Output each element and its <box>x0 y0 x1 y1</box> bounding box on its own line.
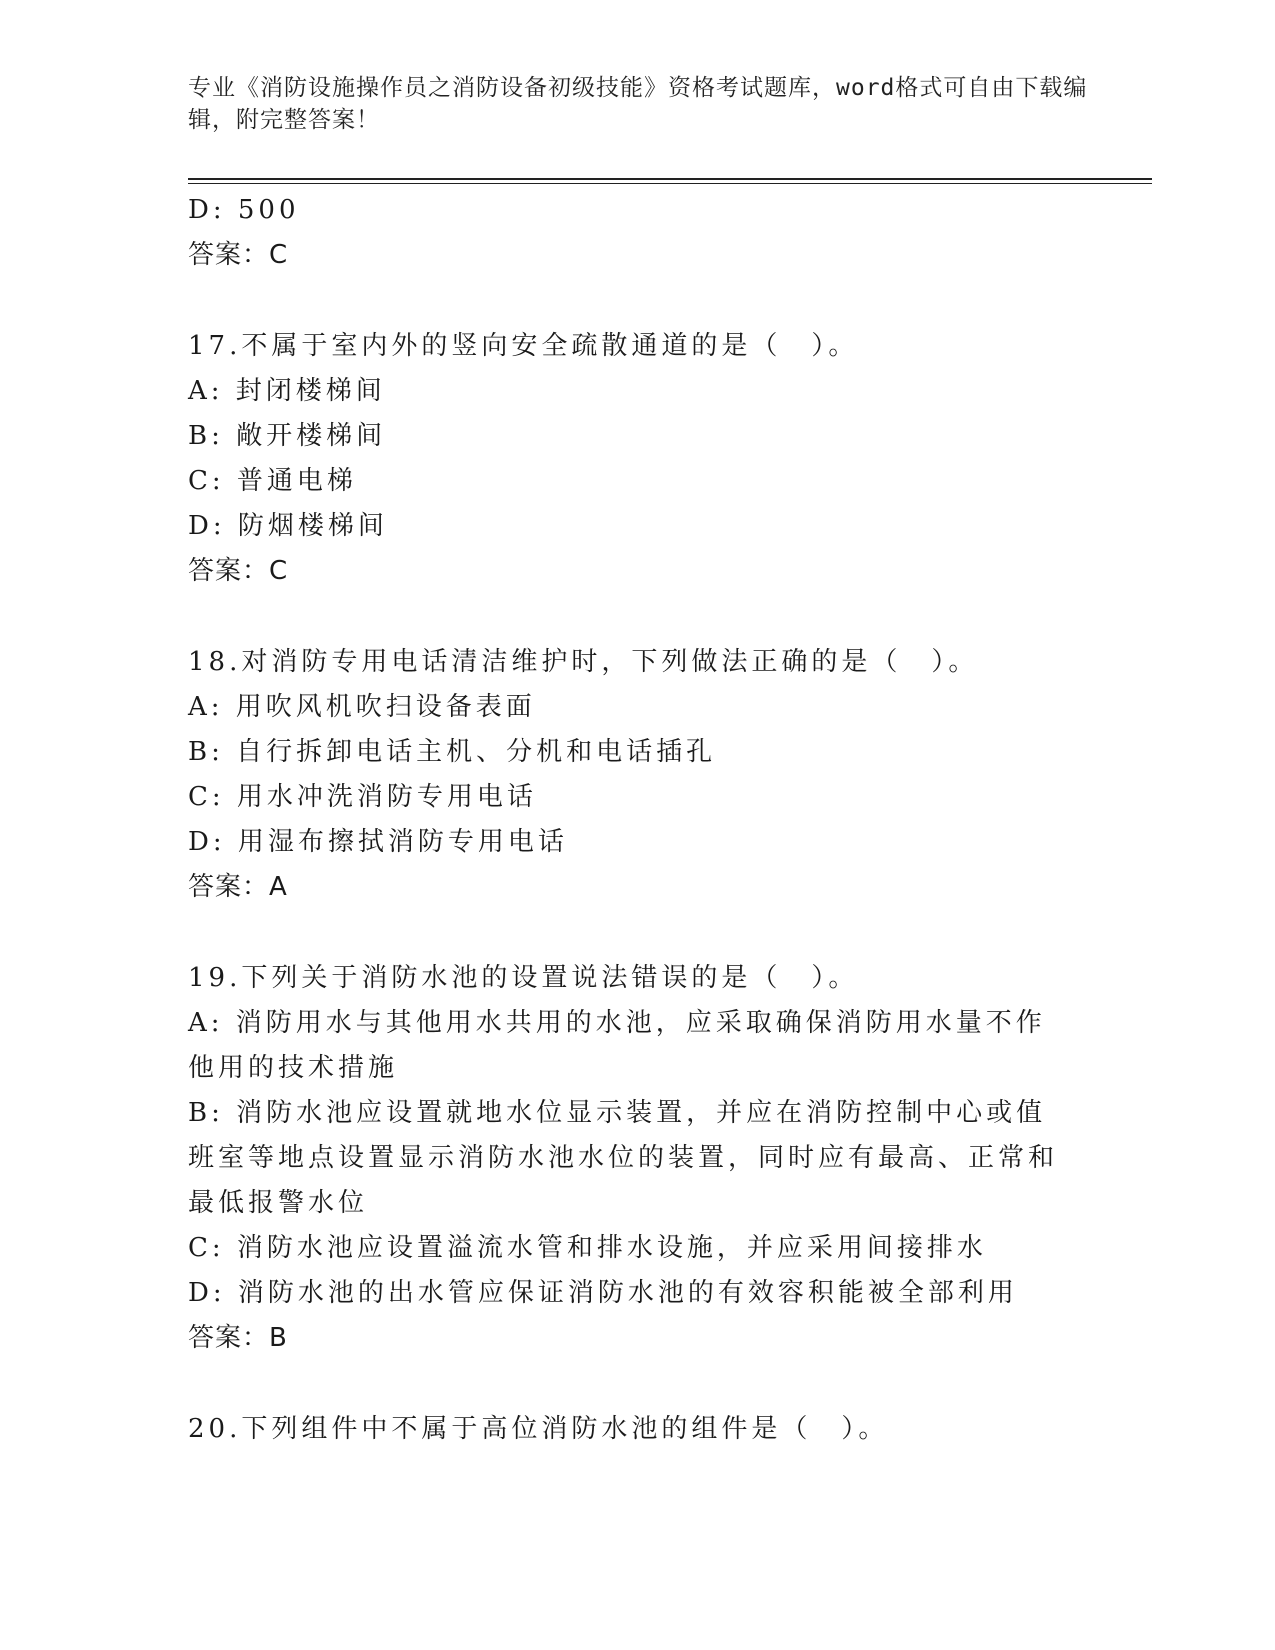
question-list <box>188 188 1088 1452</box>
option-c: C: 普通电梯 <box>188 466 357 496</box>
option-d: D: 消防水池的出水管应保证消防水池的有效容积能被全部利用 <box>188 1278 1018 1308</box>
question-stem: 18.对消防专用电话清洁维护时，下列做法正确的是（ ）。 <box>188 647 979 677</box>
answer-line: 答案：A <box>188 872 288 902</box>
option-b: B: 敞开楼梯间 <box>188 421 387 451</box>
option-d: D: 用湿布擦拭消防专用电话 <box>188 827 568 857</box>
option-c: C: 用水冲洗消防专用电话 <box>188 782 537 812</box>
option-d: D: 防烟楼梯间 <box>188 511 388 541</box>
option-a: A: 消防用水与其他用水共用的水池，应采取确保消防用水量不作他用的技术措施 <box>188 1008 1046 1083</box>
document-header: 专业《消防设施操作员之消防设备初级技能》资格考试题库，word格式可自由下载编辑，附完整答案！ <box>188 75 1088 133</box>
header-divider-thin <box>188 183 1152 184</box>
answer-line: 答案：C <box>188 240 289 270</box>
question-17 <box>188 324 1088 594</box>
answer-line: 答案：B <box>188 1323 288 1353</box>
question-19 <box>188 956 1088 1361</box>
question-18 <box>188 640 1088 910</box>
question-stem: 20.下列组件中不属于高位消防水池的组件是（ ）。 <box>188 1414 889 1444</box>
option-a: A: 封闭楼梯间 <box>188 376 386 406</box>
option-c: C: 消防水池应设置溢流水管和排水设施，并应采用间接排水 <box>188 1233 987 1263</box>
question-stem: 19.下列关于消防水池的设置说法错误的是（ ）。 <box>188 963 859 993</box>
option-a: A: 用吹风机吹扫设备表面 <box>188 692 536 722</box>
option-d: D: 500 <box>188 195 300 225</box>
question-20 <box>188 1407 1088 1452</box>
question-stem: 17.不属于室内外的竖向安全疏散通道的是（ ）。 <box>188 331 859 361</box>
option-b: B: 自行拆卸电话主机、分机和电话插孔 <box>188 737 717 767</box>
header-divider <box>188 178 1152 180</box>
answer-line: 答案：C <box>188 556 289 586</box>
option-b: B: 消防水池应设置就地水位显示装置，并应在消防控制中心或值班室等地点设置显示消防水池水位的装置，同时应有最高、正常和最低报警水位 <box>188 1098 1059 1218</box>
